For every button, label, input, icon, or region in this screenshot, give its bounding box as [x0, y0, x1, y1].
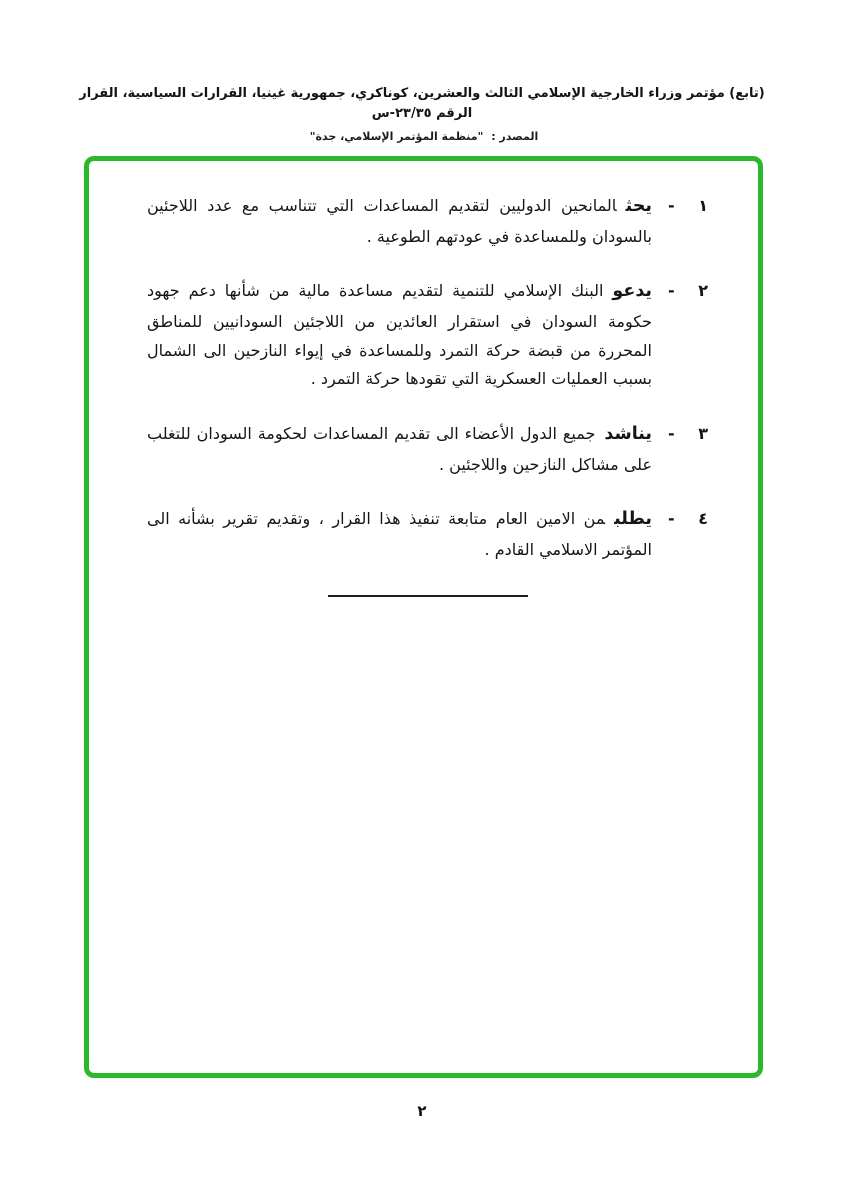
item-body-text: جميع الدول الأعضاء الى تقديم المساعدات لحكومة السودان للتغلب على مشاكل النازحين واللاجئين . [147, 424, 652, 474]
item-dash: - [668, 424, 675, 444]
item-body-text: المانحين الدوليين لتقديم المساعدات التي تتناسب مع عدد اللاجئين بالسودان وللمساعدة في عودتهم الطوعية . [147, 196, 652, 246]
item-text [147, 276, 652, 394]
item-lead: يطلب [614, 509, 652, 530]
item-marker [668, 276, 708, 394]
item-marker [668, 191, 708, 251]
item-lead: يناشد [604, 424, 652, 445]
document-header [0, 84, 844, 143]
resolution-item [147, 191, 708, 251]
highlight-box [84, 156, 763, 1078]
header-title: (تابع) مؤتمر وزراء الخارجية الإسلامي الثالث والعشرين، كوناكري، جمهورية غينيا، القرارات السياسية، القرار الرقم ٢٣/٣٥-س [79, 86, 765, 121]
resolution-item [147, 504, 708, 564]
header-source [0, 130, 844, 143]
item-dash: - [668, 509, 675, 529]
item-text [147, 419, 652, 479]
resolution-items-list [147, 191, 708, 565]
source-label: المصدر : [491, 130, 539, 143]
item-marker [668, 419, 708, 479]
item-body-text: من الامين العام متابعة تنفيذ هذا القرار ، وتقديم تقرير بشأنه الى المؤتمر الاسلامي القادم . [147, 509, 652, 559]
item-lead: يحث [625, 196, 652, 216]
item-dash: - [668, 281, 675, 301]
item-marker [668, 504, 708, 564]
item-text [147, 191, 652, 251]
item-text [147, 504, 652, 564]
page-number: ٢ [417, 1102, 427, 1120]
item-number: ١ [698, 196, 708, 215]
item-number: ٤ [698, 509, 708, 529]
item-lead: يدعو [612, 281, 652, 302]
item-number: ٢ [698, 281, 708, 301]
source-value: "منظمة المؤتمر الإسلامي، جدة" [309, 130, 484, 143]
resolution-item [147, 419, 708, 479]
item-dash: - [668, 196, 675, 215]
item-body-text: البنك الإسلامي للتنمية لتقديم مساعدة مالية من شأنها دعم جهود حكومة السودان في استقرار العائدين من اللاجئين السودانيين للمناطق المحررة من قبضة حركة التمرد وللمساعدة في إيواء النازحين الى الشمال بسبب العمليات العسكرية التي تقودها حركة التمرد . [147, 281, 652, 389]
separator-line [328, 595, 528, 597]
item-number: ٣ [698, 424, 708, 444]
resolution-item [147, 276, 708, 394]
